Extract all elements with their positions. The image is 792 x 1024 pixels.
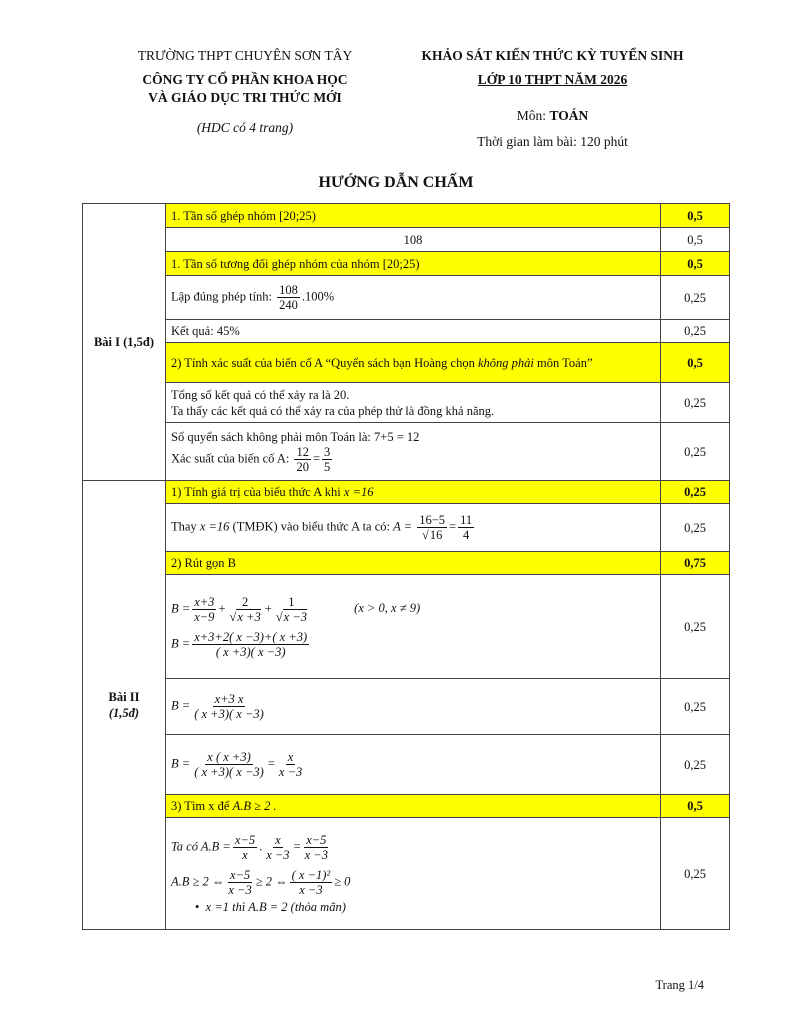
row-line: Ta thấy các kết quả có thể xảy ra của phép thử là đồng khả năng.: [171, 403, 495, 418]
exam-title: KHẢO SÁT KIẾN THỨC KỲ TUYỂN SINH: [421, 48, 684, 63]
table-row: [83, 228, 730, 252]
table-row: [83, 276, 730, 320]
row-text: 2) Rút gọn B: [166, 552, 661, 575]
numerator: 11: [460, 513, 473, 527]
table-row: [83, 795, 730, 818]
denominator: 240: [279, 298, 298, 312]
numerator: 108: [279, 283, 298, 297]
row-content: [166, 575, 661, 679]
fraction: [264, 833, 291, 862]
table-row: [83, 383, 730, 423]
fraction: [233, 833, 257, 862]
grading-table: [82, 203, 730, 930]
row-tail: .100%: [301, 289, 335, 304]
row-text: Xác suất của biến cố A:: [171, 451, 290, 466]
denominator: x −3: [266, 847, 290, 862]
row-content: [166, 383, 661, 423]
numerator: x−5: [234, 832, 256, 847]
row-score: 0,5: [661, 343, 730, 383]
row-score: 0,5: [661, 252, 730, 276]
fraction: [417, 513, 447, 542]
row-score: 0,25: [661, 504, 730, 552]
fraction: [226, 868, 253, 897]
row-score: 0,25: [661, 276, 730, 320]
denominator: ( x +3)( x −3): [194, 707, 264, 721]
row-text: 3) Tìm x để: [171, 799, 230, 813]
table-row: [83, 679, 730, 735]
row-text-italic: không phải: [477, 355, 534, 370]
fraction: [303, 833, 330, 862]
row-content: [166, 481, 661, 504]
row-score: 0,5: [661, 795, 730, 818]
row-text: 1) Tính giá trị của biểu thức A khi: [171, 485, 341, 499]
denominator: ( x +3)( x −3): [215, 644, 286, 659]
numerator: x: [275, 832, 281, 847]
denominator: x −3: [228, 882, 252, 897]
row-score: 0,25: [661, 481, 730, 504]
section-points: (1,5đ): [108, 706, 140, 720]
fraction: [322, 445, 332, 474]
denominator: ( x +3)( x −3): [194, 765, 264, 779]
bullet-text: x =1 thì A.B = 2 (thỏa mãn): [205, 899, 346, 914]
row-score: 0,25: [661, 423, 730, 481]
numerator: x+3: [194, 594, 215, 609]
exam-time: Thời gian làm bài: 120 phút: [477, 134, 628, 149]
row-content: B = $\frac{x ( x +3)}{( x +3)( x -3)}$ = $\frac{x}{x -3}$: [166, 735, 661, 795]
numerator: 12: [296, 445, 309, 459]
section-title: Bài II: [108, 690, 140, 704]
fraction: [192, 692, 266, 721]
denominator: x −3: [304, 847, 328, 862]
fraction: [274, 595, 309, 624]
section-title: Bài I (1,5đ): [93, 335, 155, 349]
row-text: (TMĐK) vào biểu thức A ta có:: [232, 519, 390, 534]
row-content: Thay x =16 (TMĐK) vào biểu thức A ta có: A = $\frac{16-5}{√16}$ = $\frac{11}{4}$: [166, 504, 661, 552]
denominator: 4: [462, 528, 470, 542]
numerator: x: [287, 750, 294, 764]
table-row: [83, 552, 730, 575]
table-row: [83, 735, 730, 795]
math-expr: A.B ≥ 2 ⇔: [171, 873, 225, 888]
header-right: [395, 47, 710, 151]
row-text: Lập đúng phép tính:: [171, 289, 273, 304]
bullet-item: • x =1 thì A.B = 2 (thỏa mãn): [195, 899, 346, 914]
math-expr: x =16: [199, 519, 230, 534]
math-expr: B =: [171, 600, 191, 615]
company-line2: VÀ GIÁO DỤC TRI THỨC MỚI: [148, 90, 342, 105]
row-text-end: môn Toán”: [537, 355, 593, 370]
denominator: √16: [421, 528, 443, 542]
denominator: x−9: [194, 609, 215, 624]
numerator: 16−5: [419, 513, 446, 527]
fraction: [294, 445, 311, 474]
subject-line: [395, 107, 710, 125]
row-score: 0,25: [661, 818, 730, 930]
numerator: x−5: [229, 867, 251, 882]
numerator: x+3+2( x −3)+( x +3): [194, 629, 308, 644]
numerator: x+3 x: [214, 692, 244, 706]
pages-note: (HDC có 4 trang): [196, 120, 294, 135]
row-score: 0,75: [661, 552, 730, 575]
denominator: x −3: [278, 765, 303, 779]
page-number: Trang 1/4: [655, 978, 704, 992]
row-text: Thay: [171, 519, 197, 534]
math-line: Ta có A.B = $\frac{x-5}{x}$ . $\frac{x}{x -3}$ = $\frac{x-5}{x -3}$: [171, 832, 328, 862]
denominator: 5: [324, 460, 331, 474]
row-content: [166, 818, 661, 930]
numerator: 3: [324, 445, 331, 459]
fraction: [228, 595, 263, 624]
fraction: [192, 595, 216, 624]
table-row: [83, 575, 730, 679]
math-expr: B =: [171, 635, 191, 650]
fraction: [192, 630, 309, 659]
row-text: 108: [166, 228, 661, 252]
subject-value: TOÁN: [549, 108, 589, 123]
math-expr: B =: [171, 756, 191, 771]
condition: (x > 0, x ≠ 9): [354, 600, 421, 615]
row-score: 0,25: [661, 383, 730, 423]
denominator: √x −3: [275, 609, 308, 624]
math-expr: A.B ≥ 2 .: [232, 799, 277, 813]
table-row: [83, 423, 730, 481]
denominator: √x +3: [229, 609, 261, 624]
denominator: 20: [296, 460, 309, 474]
exam-grade: LỚP 10 THPT NĂM 2026: [477, 72, 628, 87]
math-expr: ≥ 2 ⇔: [255, 873, 288, 888]
radicand: x −3: [283, 609, 308, 624]
numerator: x ( x +3): [207, 750, 251, 764]
row-line: Số quyển sách không phải môn Toán là: 7+5 = 12: [171, 430, 420, 444]
numerator: x−5: [306, 832, 327, 847]
radicand: x +3: [237, 609, 261, 624]
table-row: [83, 204, 730, 228]
fraction: [277, 750, 304, 779]
row-score: 0,25: [661, 320, 730, 343]
math-expr: x =16: [343, 485, 374, 499]
row-line: Xác suất của biến cố A: $\frac{12}{20}$ = $\frac{3}{5}$: [171, 445, 331, 474]
company-line1: CÔNG TY CỔ PHẦN KHOA HỌC: [142, 72, 348, 87]
row-content: [166, 423, 661, 481]
denominator: x −3: [299, 882, 323, 897]
section-label: [83, 481, 166, 930]
row-content: [166, 343, 661, 383]
row-line: Tổng số kết quả có thể xảy ra là 20.: [171, 387, 350, 402]
math-expr: ≥ 0: [334, 873, 351, 888]
fraction: [290, 868, 333, 897]
table-row: [83, 481, 730, 504]
row-text: 2) Tính xác suất của biến cố A “Quyển sách bạn Hoàng chọn: [171, 355, 475, 370]
row-text: 1. Tần số tương đối ghép nhóm của nhóm [20;25): [166, 252, 661, 276]
doc-title: HƯỚNG DẪN CHẤM: [318, 174, 474, 191]
fraction: [277, 283, 300, 312]
table-row: [83, 320, 730, 343]
row-score: 0,25: [661, 679, 730, 735]
row-content: [166, 276, 661, 320]
row-content: [166, 679, 661, 735]
math-line: [171, 868, 655, 897]
section-label: [83, 204, 166, 481]
radicand: 16: [429, 528, 443, 542]
fraction: [192, 750, 266, 779]
math-expr: Ta có A.B =: [171, 838, 231, 853]
numerator: 2: [241, 594, 249, 609]
table-row: [83, 504, 730, 552]
fraction: [458, 513, 474, 542]
denominator: x: [242, 847, 248, 862]
row-score: 0,25: [661, 575, 730, 679]
numerator: 1: [288, 594, 295, 609]
row-text: Kết quả: 45%: [166, 320, 661, 343]
math-expr: A =: [393, 519, 413, 534]
table-row: [83, 252, 730, 276]
row-content: [166, 795, 661, 818]
table-row: [83, 343, 730, 383]
math-line: [171, 630, 655, 659]
numerator: ( x −1)²: [291, 867, 331, 882]
math-expr: B =: [171, 698, 191, 713]
header-left: [100, 47, 390, 137]
math-line: B = $\frac{x+3}{x-9}$ + $\frac{2}{√x +3}$ + $\frac{1}{√x -3}$ (x > 0, x ≠ 9): [171, 594, 421, 624]
table-row: [83, 818, 730, 930]
row-score: 0,5: [661, 228, 730, 252]
row-text: 1. Tần số ghép nhóm [20;25): [166, 204, 661, 228]
row-score: 0,5: [661, 204, 730, 228]
school-name: TRƯỜNG THPT CHUYÊN SƠN TÂY: [137, 48, 353, 63]
subject-label: Môn:: [516, 108, 547, 123]
row-score: 0,25: [661, 735, 730, 795]
